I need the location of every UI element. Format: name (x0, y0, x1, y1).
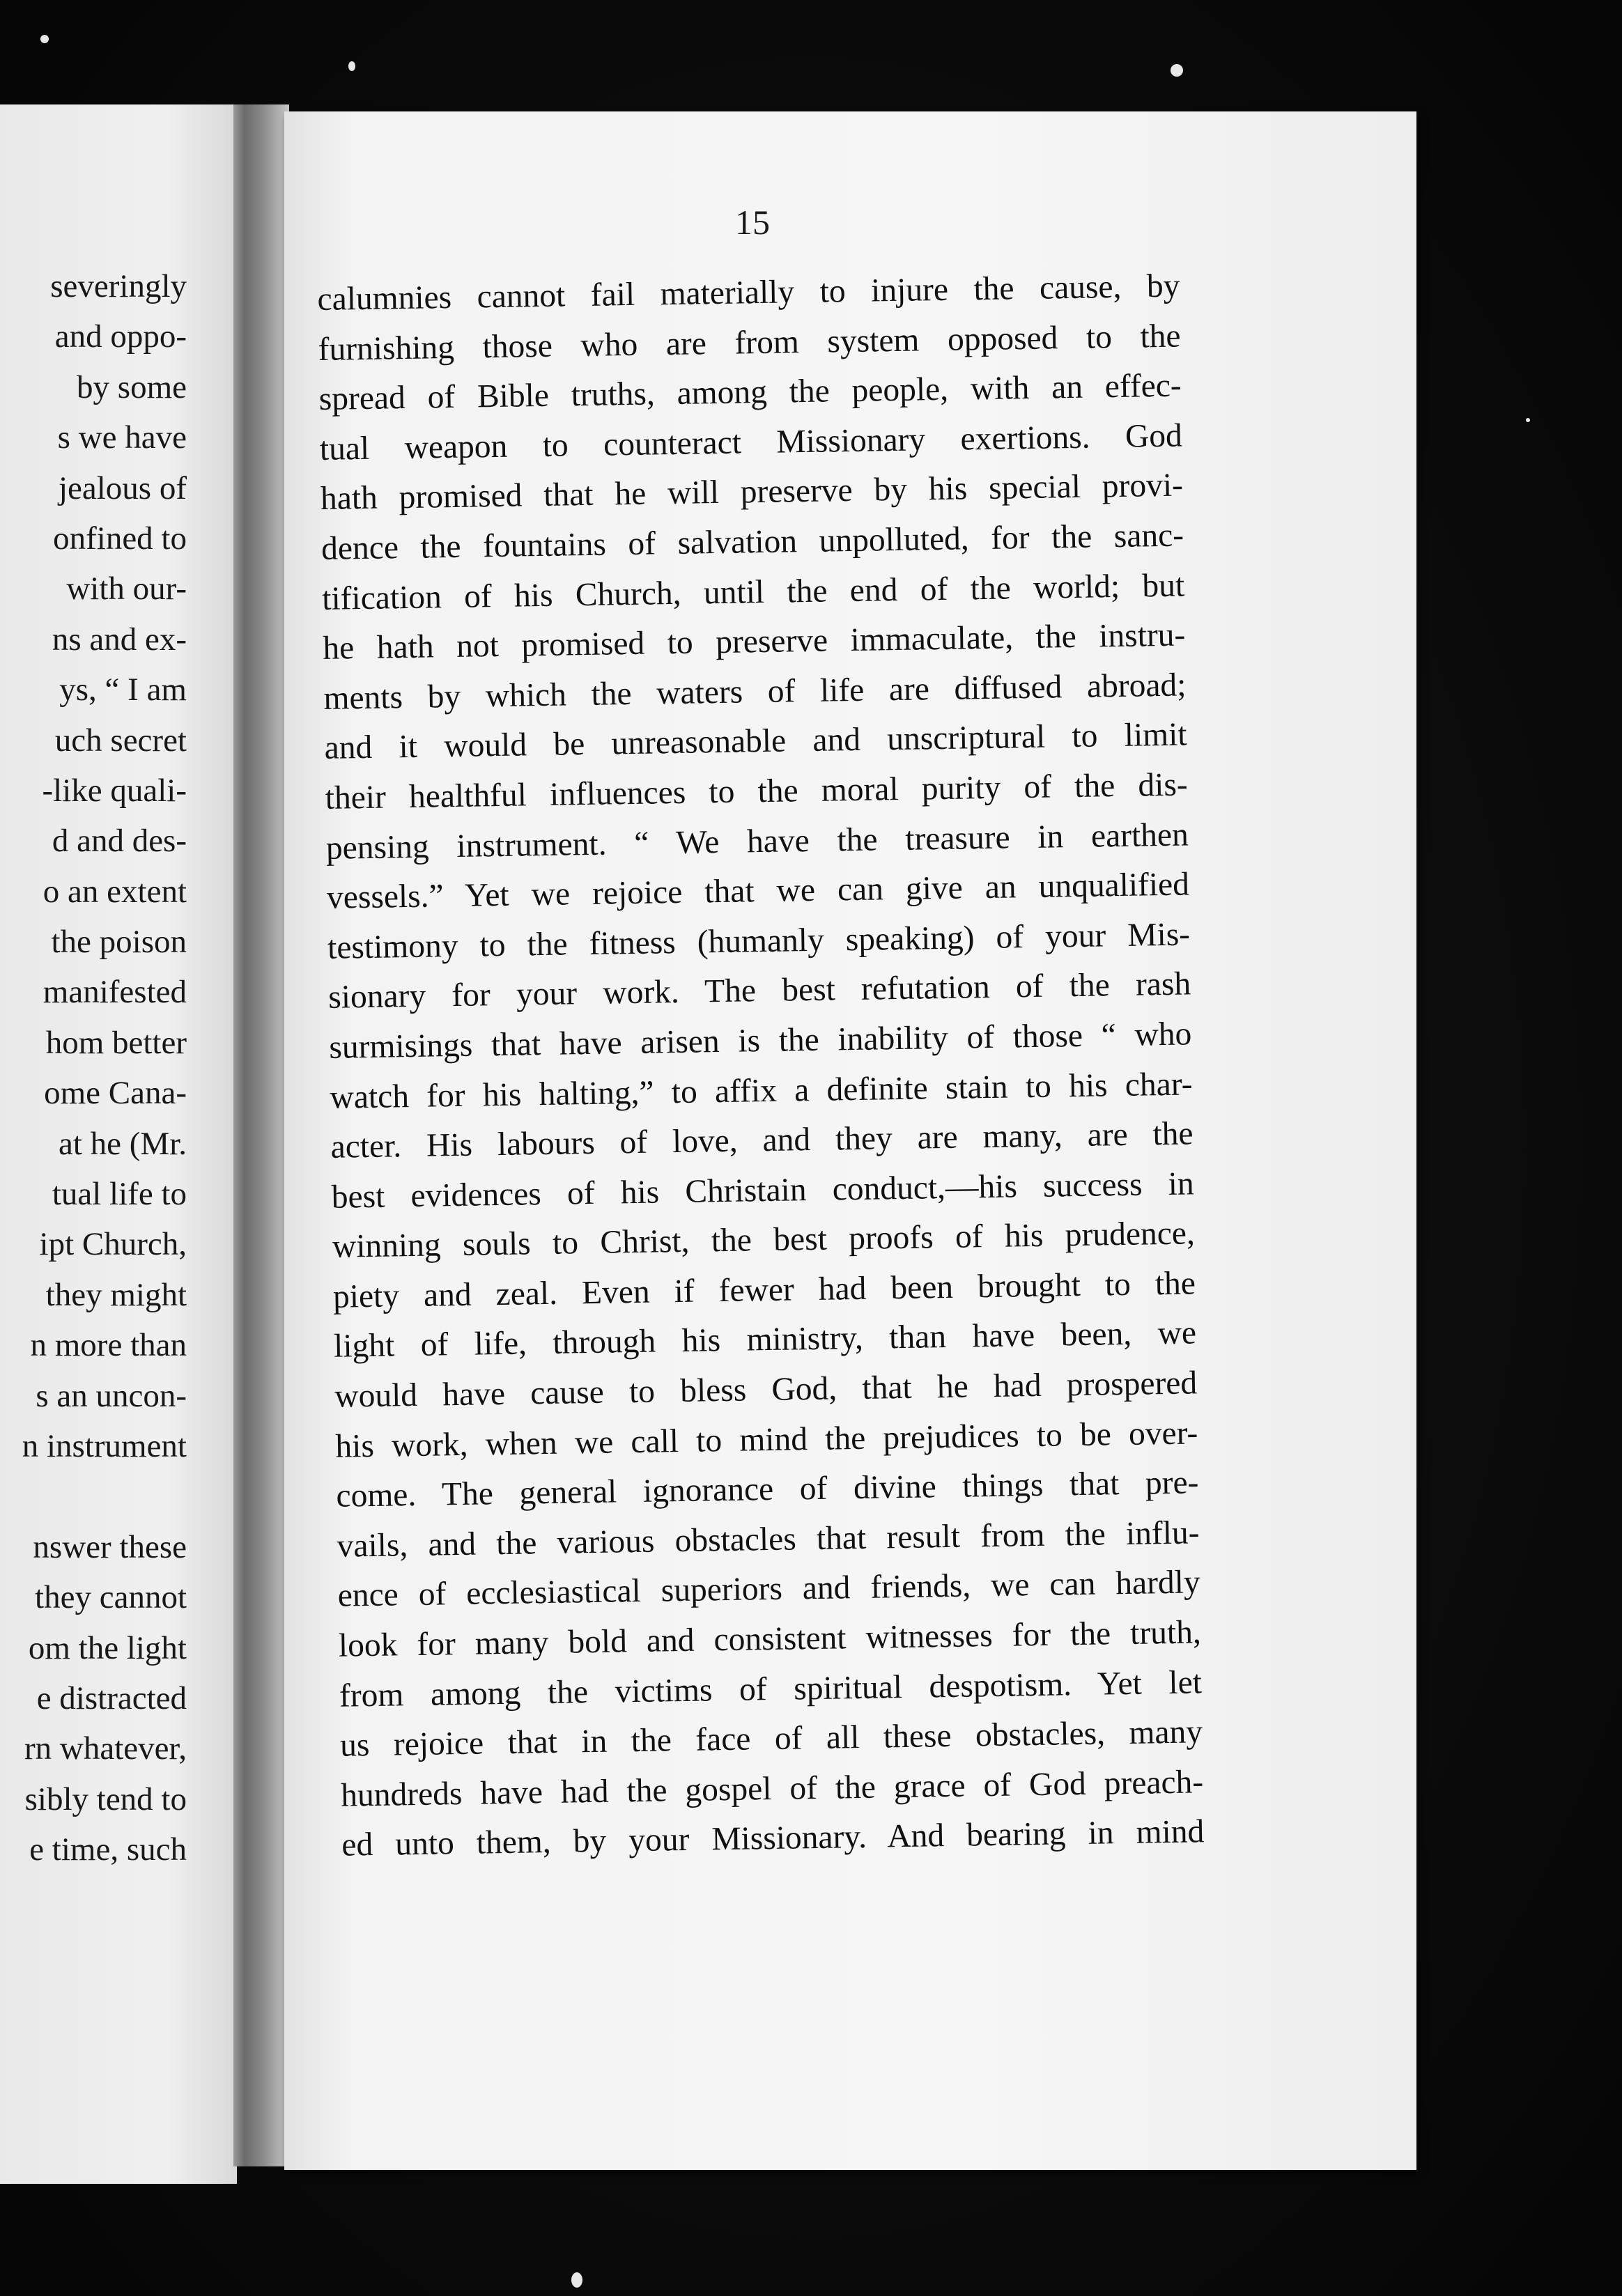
left-page-line: sibly tend to (24, 1781, 187, 1817)
left-page-line: onfined to (53, 520, 187, 557)
left-page-line: n instrument (22, 1427, 187, 1464)
text-line: surmisings that have arisen is the inability of those “ who (329, 1016, 1192, 1066)
text-line: from among the victims of spiritual despotism. Yet let (339, 1663, 1203, 1714)
text-line: winning souls to Christ, the best proofs of his prudence, (332, 1215, 1196, 1266)
text-line: ed unto them, by your Missionary. And bearing in mind (341, 1813, 1205, 1864)
text-line: he hath not promised to preserve immaculate, the instru- (323, 616, 1186, 667)
left-page-line: they cannot (35, 1579, 187, 1616)
left-page-line: with our- (66, 571, 187, 607)
left-page-line: s an uncon- (36, 1377, 187, 1414)
text-line: his work, when we call to mind the prejudices to be over- (335, 1415, 1198, 1465)
left-page-line: d and des- (52, 823, 187, 860)
text-line: sionary for your work. The best refutation of the rash (327, 965, 1191, 1016)
text-line: calumnies cannot fail materially to injure the cause, by (317, 267, 1180, 318)
left-page-line: the poison (51, 924, 187, 961)
left-page-line: and oppo- (54, 318, 187, 355)
left-page-line: jealous of (58, 470, 187, 506)
dust-speck (1526, 418, 1530, 422)
left-page-line: at he (Mr. (58, 1125, 187, 1162)
page-body-text (317, 262, 1205, 1871)
text-line: vessels.” Yet we rejoice that we can give an unqualified (326, 866, 1190, 917)
left-page (0, 104, 237, 2184)
text-line: vails, and the various obstacles that result from the influ- (337, 1514, 1200, 1565)
text-line: would have cause to bless God, that he had prospered (334, 1365, 1198, 1415)
text-line: tification of his Church, until the end of the world; but (321, 567, 1185, 617)
text-line: ments by which the waters of life are diffused abroad; (323, 667, 1187, 717)
dust-speck (571, 2272, 582, 2288)
text-line: tual weapon to counteract Missionary exertions. God (319, 417, 1183, 467)
text-line: piety and zeal. Even if fewer had been brought to the (332, 1265, 1196, 1315)
left-page-line: ome Cana- (44, 1075, 187, 1112)
text-line: us rejoice that in the face of all these obstacles, many (339, 1714, 1203, 1764)
text-line: their healthful influences to the moral purity of the dis- (325, 766, 1189, 816)
text-line: light of life, through his ministry, than have been, we (333, 1314, 1197, 1365)
text-line: hundreds have had the gospel of the grace of God preach- (340, 1764, 1204, 1814)
left-page-line: uch secret (54, 722, 187, 759)
dust-speck (40, 35, 49, 43)
left-page-line: tual life to (52, 1176, 187, 1213)
left-page-line: severingly (50, 268, 187, 304)
text-line: furnishing those who are from system opposed to the (318, 318, 1181, 368)
page-number: 15 (735, 203, 770, 242)
left-page-line: e distracted (36, 1680, 187, 1716)
text-line: acter. His labours of love, and they are many, are the (330, 1115, 1194, 1165)
text-line: pensing instrument. “ We have the treasure in earthen (325, 816, 1189, 867)
text-line: and it would be unreasonable and unscriptural to limit (324, 716, 1187, 767)
left-page-line: nswer these (33, 1528, 187, 1565)
left-page-line: ns and ex- (52, 621, 187, 658)
left-page-line: rn whatever, (24, 1730, 187, 1767)
dust-speck (348, 61, 355, 71)
left-page-line: ipt Church, (39, 1226, 187, 1263)
left-page-line: -like quali- (42, 772, 187, 809)
left-page-line: by some (77, 369, 187, 405)
left-page-line: manifested (43, 974, 187, 1011)
left-page-line: s we have (57, 419, 187, 456)
text-line: spread of Bible truths, among the people, with an effec- (318, 367, 1182, 418)
text-line: ence of ecclesiastical superiors and friends, we can hardly (337, 1564, 1201, 1615)
text-line: dence the fountains of salvation unpolluted, for the sanc- (320, 517, 1184, 567)
left-page-line: om the light (28, 1629, 187, 1666)
left-page-line: n more than (30, 1327, 187, 1364)
text-line: best evidences of his Christain conduct,—his success in (331, 1165, 1195, 1216)
left-page-line: o an extent (43, 873, 187, 910)
text-line: come. The general ignorance of divine things that pre- (336, 1464, 1199, 1515)
page-gutter (233, 104, 289, 2166)
left-page-line (0, 1471, 187, 1521)
text-line: testimony to the fitness (humanly speaking) of your Mis- (327, 916, 1191, 966)
left-page-line: hom better (45, 1024, 187, 1061)
text-line: watch for his halting,” to affix a definite stain to his char- (330, 1065, 1193, 1116)
text-line: look for many bold and consistent witnesses for the truth, (338, 1614, 1202, 1664)
left-page-line: they might (45, 1276, 187, 1313)
left-page-line: ys, “ I am (59, 672, 187, 708)
text-line: hath promised that he will preserve by his special provi- (320, 467, 1184, 518)
left-page-text (0, 261, 187, 1875)
dust-speck (1171, 64, 1183, 77)
left-page-line: e time, such (29, 1831, 187, 1868)
